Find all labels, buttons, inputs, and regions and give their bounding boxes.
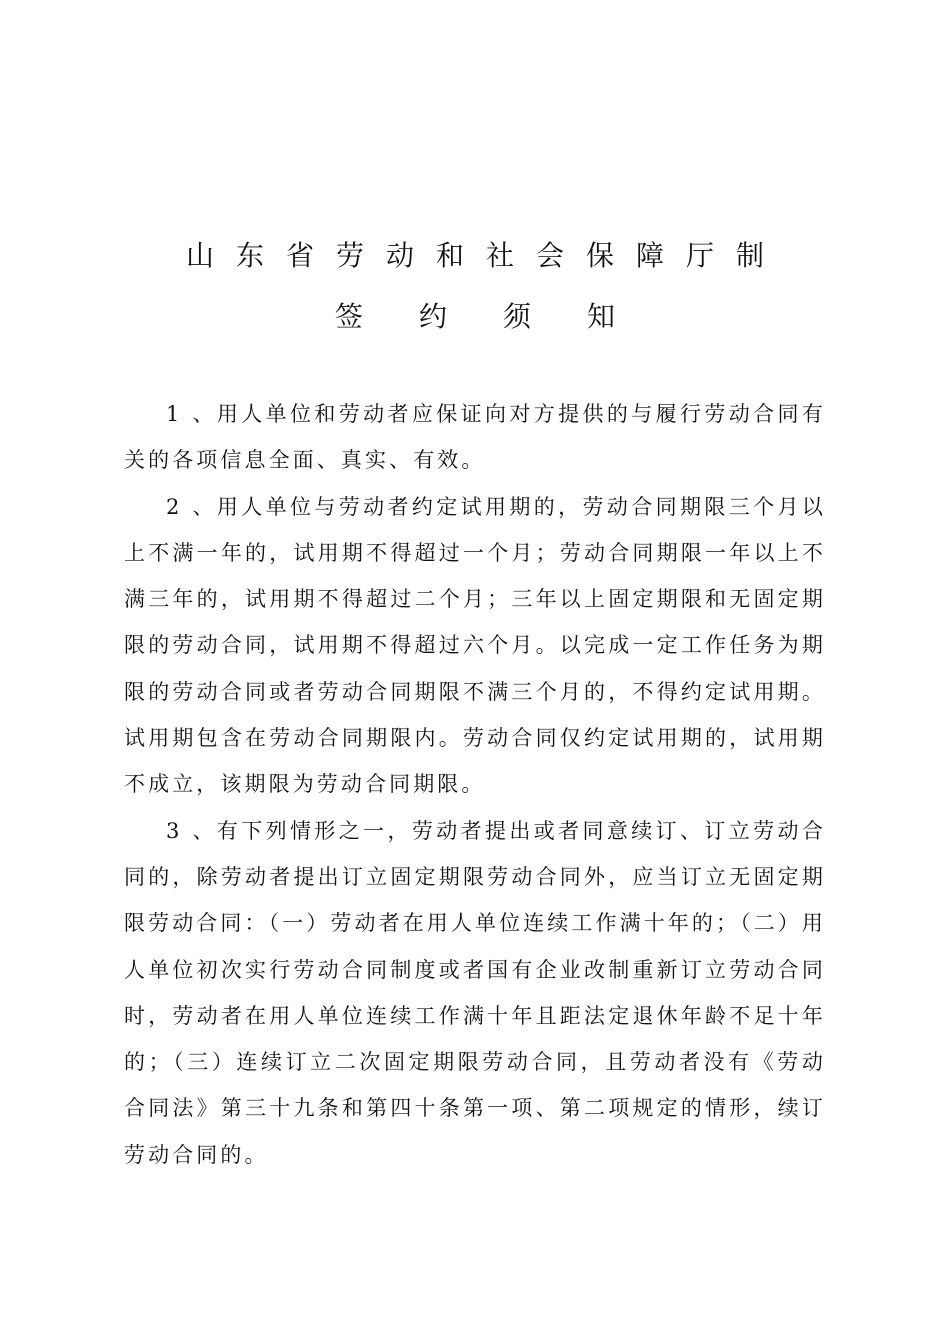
paragraph-3: 3 、有下列情形之一，劳动者提出或者同意续订、订立劳动合同的，除劳动者提出订立固定期限劳动合同外，应当订立无固定期限劳动合同：（一）劳动者在用人单位连续工作满十年的；（二）用人单位初次实行劳动合同制度或者国有企业改制重新订立劳动合同时，劳动者在用人单位连续工作满十年且距法定退休年龄不足十年的；（三）连续订立二次固定期限劳动合同，且劳动者没有《劳动合同法》第三十九条和第四十条第一项、第二项规定的情形，续订劳动合同的。 bbox=[124, 818, 826, 1167]
paragraph-2: 2 、用人单位与劳动者约定试用期的，劳动合同期限三个月以上不满一年的，试用期不得超过一个月；劳动合同期限一年以上不满三年的，试用期不得超过二个月；三年以上固定期限和无固定期限的劳动合同，试用期不得超过六个月。以完成一定工作任务为期限的劳动合同或者劳动合同期限不满三个月的，不得约定试用期。试用期包含在劳动合同期限内。劳动合同仅约定试用期的，试用期不成立，该期限为劳动合同期限。 bbox=[124, 494, 826, 797]
paragraph-1: 1 、用人单位和劳动者应保证向对方提供的与履行劳动合同有关的各项信息全面、真实、有效。 bbox=[124, 402, 826, 473]
document-issuer-title: 山东省劳动和社会保障厅制 bbox=[185, 239, 786, 272]
document-body bbox=[124, 391, 826, 1178]
document-title: 签约须知 bbox=[334, 300, 671, 333]
